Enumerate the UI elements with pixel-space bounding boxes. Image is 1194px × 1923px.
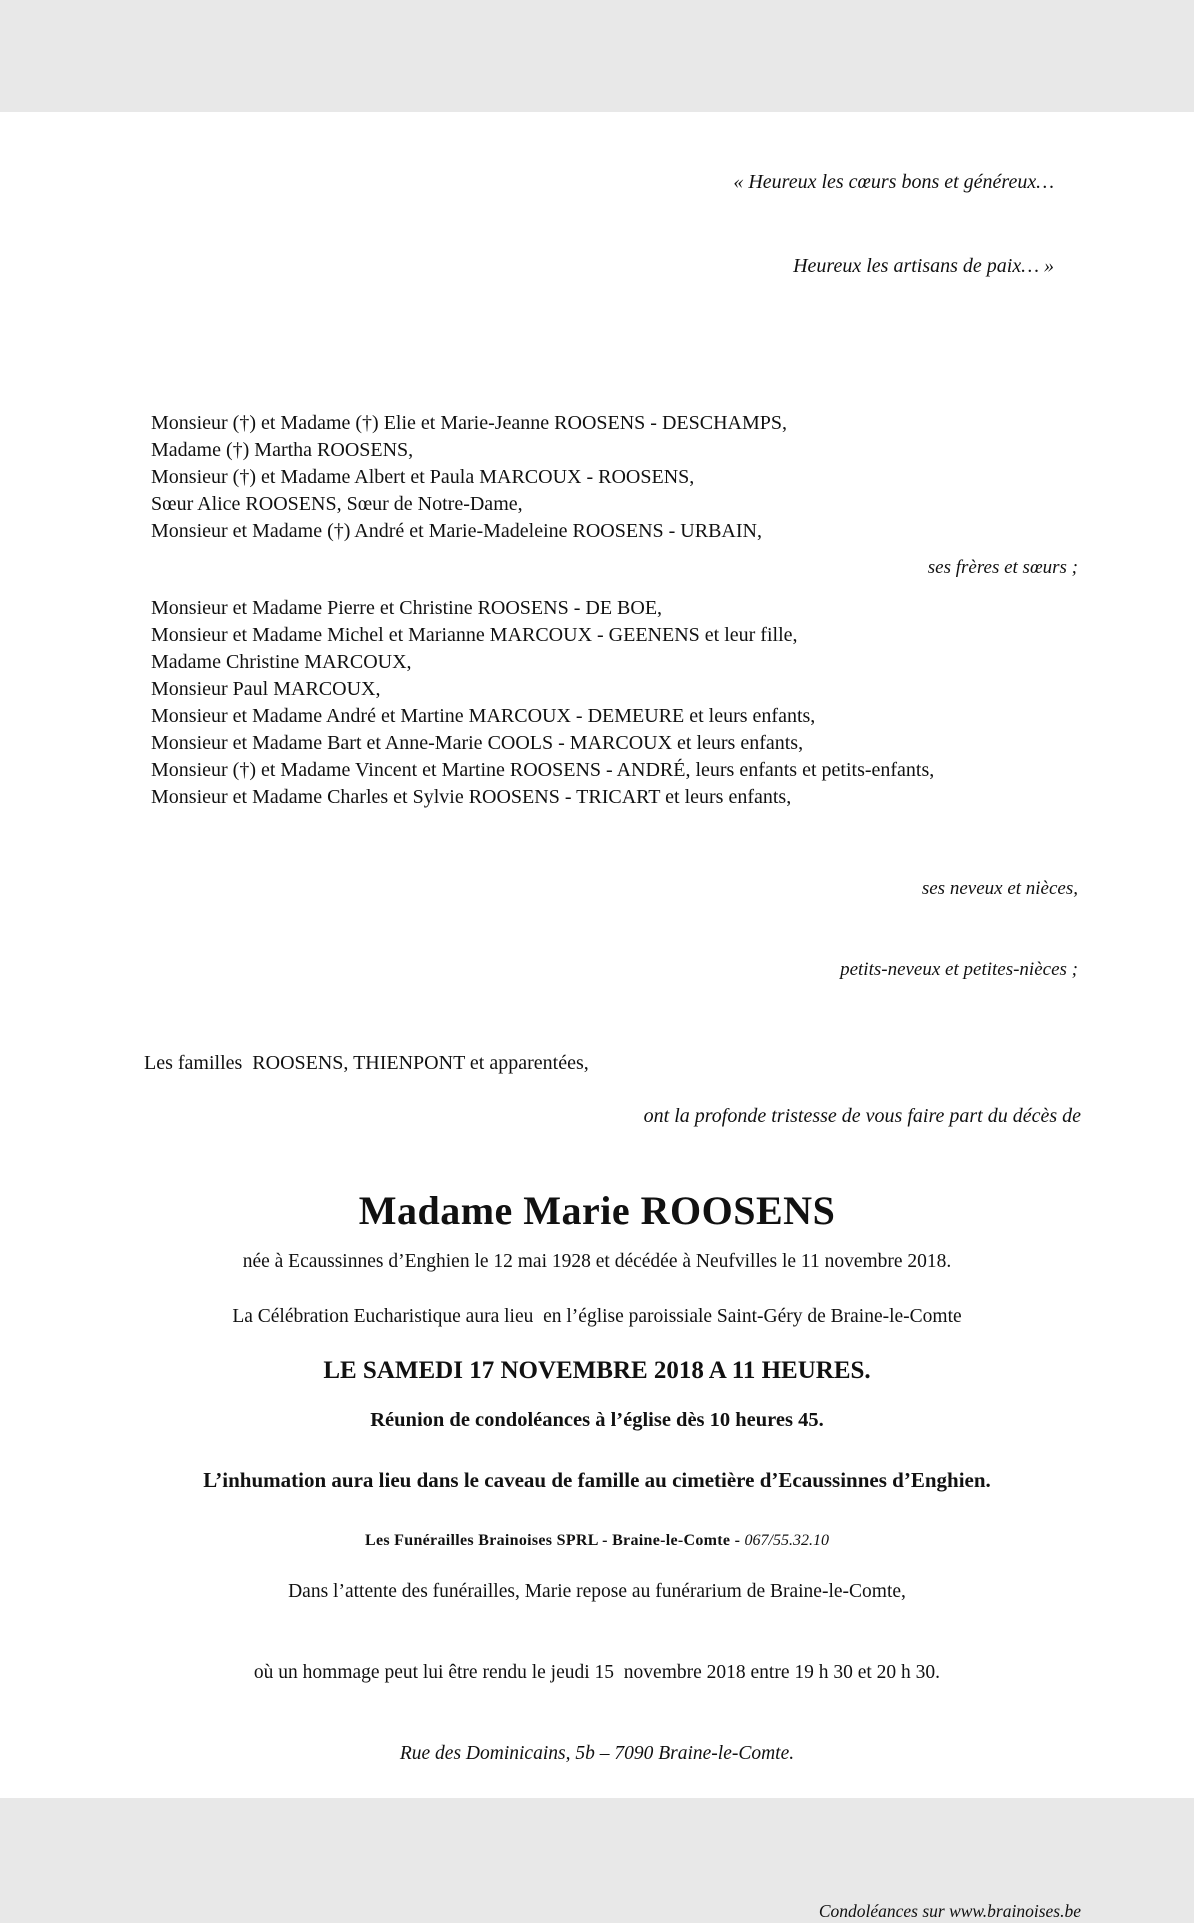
name-line: Monsieur (†) et Madame Vincent et Martine ROOSENS - ANDRÉ, leurs enfants et petits-enfants, [151,759,935,781]
siblings-relation-label: ses frères et sœurs ; [927,557,1078,578]
announcement-line: ont la profonde tristesse de vous faire part du décès de [643,1105,1081,1127]
condolence-meeting-line: Réunion de condoléances à l’église dès 10 heures 45. [370,1409,824,1431]
funeral-home-footer [0,1530,1194,1552]
name-line: Monsieur (†) et Madame (†) Elie et Marie-Jeanne ROOSENS - DESCHAMPS, [151,412,788,434]
birth-death-dates: née à Ecaussinnes d’Enghien le 12 mai 1928 et décédée à Neufvilles le 11 novembre 2018. [242,1251,952,1272]
repose-paragraph [0,1524,1194,1821]
opening-quote [0,112,1194,336]
ceremony-date-line: LE SAMEDI 17 NOVEMBRE 2018 A 11 HEURES. [323,1357,871,1384]
death-notice-document [0,112,1194,1921]
name-line: Monsieur et Madame Pierre et Christine ROOSENS - DE BOE, [151,597,663,619]
celebration-location-line: La Célébration Eucharistique aura lieu en l’église paroissiale Saint-Géry de Braine-le-Comte [232,1306,962,1327]
name-line: Madame Christine MARCOUX, [151,651,412,673]
nephews-relation-line-1: ses neveux et nièces, [921,878,1078,899]
siblings-name-list [151,410,1134,545]
online-condolences-line: Condoléances sur www.brainoises.be [818,1901,1081,1921]
funeral-home-name: Les Funérailles Brainoises SPRL - Braine-le-Comte - [364,1532,745,1549]
name-line: Monsieur et Madame Bart et Anne-Marie COOLS - MARCOUX et leurs enfants, [151,732,804,754]
name-line: Monsieur et Madame Michel et Marianne MARCOUX - GEENENS et leur fille, [151,624,798,646]
name-line: Monsieur Paul MARCOUX, [151,678,381,700]
funeral-home-phone: 067/55.32.10 [744,1532,829,1549]
nephews-relation-line-2: petits-neveux et petites-nièces ; [840,959,1078,980]
repose-line-1: Dans l’attente des funérailles, Marie repose au funérarium de Braine-le-Comte, [288,1581,906,1602]
name-line: Monsieur et Madame Charles et Sylvie ROOSENS - TRICART et leurs enfants, [151,786,792,808]
quote-line-1: « Heureux les cœurs bons et généreux… [733,171,1054,193]
name-line: Monsieur (†) et Madame Albert et Paula MARCOUX - ROOSENS, [151,466,695,488]
quote-line-2: Heureux les artisans de paix… » [793,255,1054,277]
repose-line-2: où un hommage peut lui être rendu le jeudi 15 novembre 2018 entre 19 h 30 et 20 h 30. [253,1662,941,1683]
name-line: Monsieur et Madame (†) André et Marie-Madeleine ROOSENS - URBAIN, [151,520,762,542]
name-line: Monsieur et Madame André et Martine MARCOUX - DEMEURE et leurs enfants, [151,705,816,727]
nephews-name-list [151,595,1134,811]
nephews-relation-label [0,821,1194,1037]
related-families-line: Les familles ROOSENS, THIENPONT et apparentées, [144,1052,589,1074]
name-line: Madame (†) Martha ROOSENS, [151,439,414,461]
name-line: Sœur Alice ROOSENS, Sœur de Notre-Dame, [151,493,523,515]
inhumation-line: L’inhumation aura lieu dans le caveau de famille au cimetière d’Ecaussinnes d’Enghien. [203,1468,991,1492]
repose-address: Rue des Dominicains, 5b – 7090 Braine-le-Comte. [399,1743,795,1764]
deceased-name-title: Madame Marie ROOSENS [358,1188,836,1233]
